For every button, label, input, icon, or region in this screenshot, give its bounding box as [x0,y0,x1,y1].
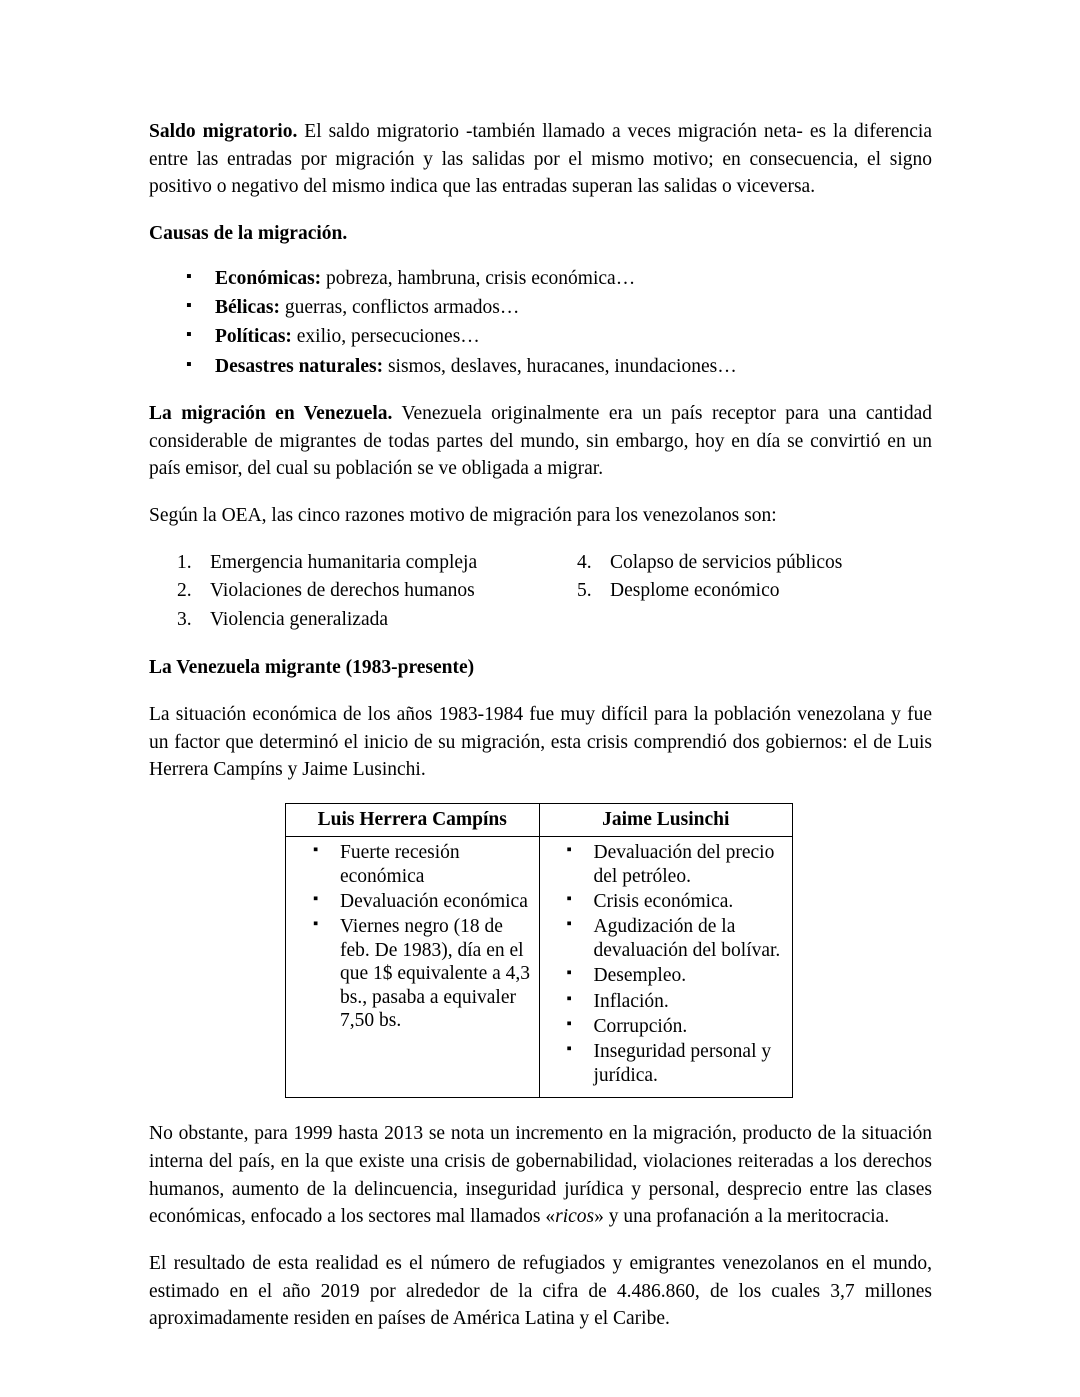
table-header-row [286,803,793,836]
list-item-term: Desastres naturales: [215,355,384,377]
paragraph-no-obstante [149,1120,932,1231]
oea-reasons-column-right [532,549,932,636]
list-item [149,294,932,322]
list-item [149,265,932,293]
list-item: ▪ Corrupción. [540,1015,787,1038]
list-item: ▪ Fuerte recesión económica [286,841,533,888]
table-cell-herrera-campins [286,837,540,1098]
paragraph-situacion-economica: La situación económica de los años 1983-1984 fue muy difícil para la población venezolana y fue un factor que determinó el inicio de su migración, esta crisis comprendió dos gobiernos: el de Luis Herrera Campíns y Jaime Lusinchi. [149,703,932,781]
list-item-number: 2. [177,580,192,602]
list-item-term: Económicas: [215,267,322,289]
table-header-cell-left: Luis Herrera Campíns [286,803,540,836]
table-header [286,803,793,836]
table-row [286,837,793,1098]
table-header-cell-right: Jaime Lusinchi [539,803,793,836]
list-item [149,323,932,351]
oea-reasons-column-left [149,549,532,636]
list-item: ▪ Devaluación económica [286,890,533,913]
paragraph-body-venezuela: Venezuela originalmente era un país receptor para una cantidad considerable de migrantes de todas partes del mundo, sin embargo, hoy en día se convirtió en un país emisor, del cual su población se ve obligada a migrar. [149,402,932,480]
cell-list-right [540,841,787,1087]
list-item: ▪ Viernes negro (18 de feb. De 1983), día en el que 1$ equivalente a 4,3 bs., pasaba a equivaler 7,50 bs. [286,915,533,1032]
list-item: ▪ Crisis económica. [540,890,787,913]
comparison-table-wrapper [149,803,932,1098]
list-item [149,577,532,606]
list-causas-migracion [149,265,932,381]
list-item-number: 5. [577,580,592,602]
list-item [149,549,532,578]
paragraph-body-saldo: El saldo migratorio -también llamado a veces migración neta- es la diferencia entre las entradas por migración y las salidas por el mismo motivo; en consecuencia, el signo positivo o negativo del mismo indica que las entradas superan las salidas o viceversa. [149,121,932,198]
paragraph-text-part2: » y una profanación a la meritocracia. [594,1206,890,1228]
table-body [286,837,793,1098]
ordered-list-left [149,549,532,636]
list-item-text: Desplome económico [610,580,780,602]
list-item: ▪ Agudización de la devaluación del bolívar. [540,915,787,962]
list-item-number: 3. [177,609,192,631]
paragraph-lead-saldo: Saldo migratorio. [149,121,298,142]
list-oea-reasons [149,549,932,636]
emphasis-ricos: ricos [555,1206,595,1228]
list-item-text: Violaciones de derechos humanos [210,580,475,602]
paragraph-migracion-venezuela [149,400,932,483]
list-item [149,353,932,381]
list-item: ▪ Inseguridad personal y jurídica. [540,1040,787,1087]
comparison-table [285,803,793,1098]
heading-causas-migracion: Causas de la migración. [149,223,348,245]
list-item-text: Violencia generalizada [210,609,389,631]
list-item: ▪ Desempleo. [540,964,787,987]
list-item-number: 1. [177,551,192,573]
list-item-detail: guerras, conflictos armados… [279,297,520,319]
list-item [549,549,932,578]
paragraph-text-part1: No obstante, para 1999 hasta 2013 se nota un incremento en la migración, producto de la situación interna del país, en la que existe una crisis de gobernabilidad, violaciones reiteradas a los derechos humanos, aumento de la delincuencia, inseguridad jurídica y personal, desprecio entre las clases económicas, enfocado a los sectores mal llamados « [149,1123,932,1228]
ordered-list-right [549,549,932,607]
list-item-text: Colapso de servicios públicos [610,551,843,573]
paragraph-oea-intro: Según la OEA, las cinco razones motivo de migración para los venezolanos son: [149,504,777,526]
list-item: ▪ Devaluación del precio del petróleo. [540,841,787,888]
heading-venezuela-migrante: La Venezuela migrante (1983-presente) [149,657,475,679]
list-item [149,606,532,635]
list-item-text: Emergencia humanitaria compleja [210,551,478,573]
cell-spacer [286,1034,533,1050]
list-item-detail: pobreza, hambruna, crisis económica… [321,267,636,289]
list-item-detail: sismos, deslaves, huracanes, inundaciones… [383,355,737,377]
list-item-number: 4. [577,551,592,573]
list-item-term: Políticas: [215,326,292,348]
list-item [549,577,932,606]
table-cell-lusinchi [539,837,793,1098]
list-item-detail: exilio, persecuciones… [291,326,480,348]
list-item-term: Bélicas: [215,297,280,319]
list-item: ▪ Inflación. [540,990,787,1013]
paragraph-lead-venezuela: La migración en Venezuela. [149,402,393,424]
cell-list-left [286,841,533,1032]
paragraph-resultado: El resultado de esta realidad es el número de refugiados y emigrantes venezolanos en el mundo, estimado en el año 2019 por alrededor de la cifra de 4.486.860, de los cuales 3,7 millones aproximadamente residen en países de América Latina y el Caribe. [149,1252,932,1330]
paragraph-saldo-migratorio [149,118,932,201]
